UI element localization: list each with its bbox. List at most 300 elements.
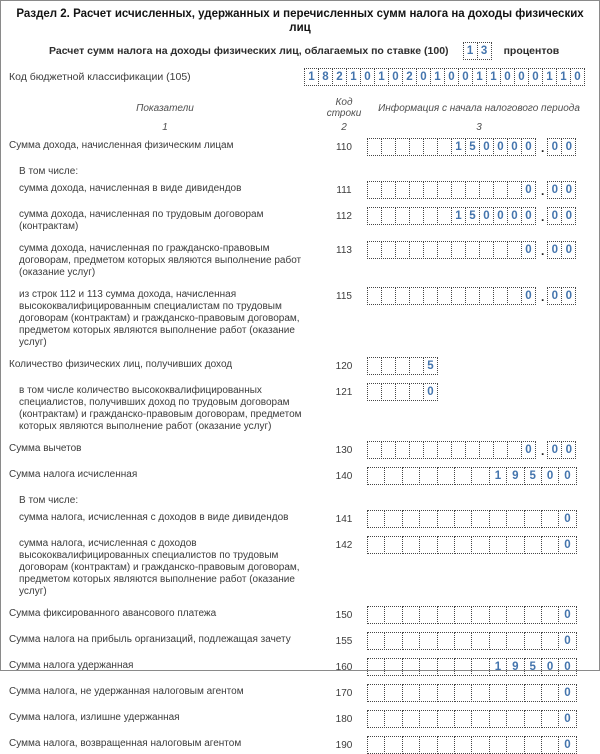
digit-cell bbox=[507, 181, 522, 199]
table-row bbox=[9, 467, 591, 485]
row-code: 142 bbox=[335, 540, 353, 551]
digit-cell bbox=[384, 510, 402, 528]
digit-cell bbox=[395, 207, 410, 225]
digit-box[interactable] bbox=[367, 710, 577, 728]
digit-cell: 0 bbox=[541, 467, 559, 485]
decimal-dot: . bbox=[541, 444, 545, 458]
digit-cell bbox=[489, 510, 507, 528]
digit-cell bbox=[437, 658, 455, 676]
digit-cell bbox=[493, 181, 508, 199]
digit-cell: 1 bbox=[486, 68, 501, 86]
digit-cell: 0 bbox=[558, 467, 576, 485]
digit-cell: 1 bbox=[463, 42, 478, 60]
tax-form-section2 bbox=[1, 1, 599, 754]
subheader-row bbox=[9, 493, 591, 507]
digit-box[interactable] bbox=[547, 287, 576, 305]
row-value bbox=[367, 181, 591, 199]
digit-cell bbox=[423, 441, 438, 459]
column-number-3: 3 bbox=[476, 122, 482, 133]
digit-cell bbox=[409, 241, 424, 259]
row-label: Сумма налога, излишне удержанная bbox=[9, 712, 180, 723]
digit-cell bbox=[437, 710, 455, 728]
digit-cell: 0 bbox=[521, 207, 536, 225]
row-label: сумма налога, исчисленная с доходов высококвалифицированных специалистов по трудовым договорам (контрактам) и гражданско-правовым договорам, предметом которых являются выполнение работ (оказание услуг) bbox=[19, 538, 300, 597]
digit-cell: 0 bbox=[561, 241, 576, 259]
decimal-dot: . bbox=[541, 210, 545, 224]
digit-cell: 0 bbox=[528, 68, 543, 86]
row-label: сумма дохода, начисленная по гражданско-правовым договорам, предметом которых являются выполнение работ (оказание услуг) bbox=[19, 243, 302, 278]
digit-box[interactable] bbox=[547, 441, 576, 459]
digit-cell bbox=[471, 510, 489, 528]
digit-cell: 3 bbox=[477, 42, 492, 60]
digit-cell: 0 bbox=[493, 138, 508, 156]
digit-cell bbox=[381, 357, 396, 375]
digit-cell: 1 bbox=[430, 68, 445, 86]
digit-box[interactable] bbox=[367, 181, 536, 199]
decimal-dot: . bbox=[541, 290, 545, 304]
digit-cell bbox=[395, 241, 410, 259]
digit-cell bbox=[409, 287, 424, 305]
digit-cell: 0 bbox=[493, 207, 508, 225]
digit-box[interactable] bbox=[547, 241, 576, 259]
digit-cell bbox=[506, 736, 524, 754]
digit-box[interactable] bbox=[367, 357, 438, 375]
table-row bbox=[9, 658, 591, 676]
digit-cell bbox=[479, 241, 494, 259]
digit-cell: 0 bbox=[507, 207, 522, 225]
digit-cell bbox=[471, 684, 489, 702]
digit-cell bbox=[541, 632, 559, 650]
digit-cell bbox=[409, 181, 424, 199]
row-code: 111 bbox=[336, 185, 352, 196]
digit-cell bbox=[524, 710, 542, 728]
digit-cell: 0 bbox=[547, 181, 562, 199]
digit-cell: 1 bbox=[542, 68, 557, 86]
rate-value-box[interactable] bbox=[463, 42, 492, 60]
digit-box[interactable] bbox=[367, 207, 536, 225]
digit-cell bbox=[454, 632, 472, 650]
table-row bbox=[9, 710, 591, 728]
digit-cell: 0 bbox=[479, 138, 494, 156]
digit-cell: 0 bbox=[547, 138, 562, 156]
digit-cell bbox=[367, 138, 382, 156]
digit-cell: 2 bbox=[402, 68, 417, 86]
column-numbers bbox=[9, 122, 591, 133]
row-value bbox=[367, 510, 591, 528]
digit-cell bbox=[437, 207, 452, 225]
table-row bbox=[9, 632, 591, 650]
digit-cell bbox=[465, 181, 480, 199]
digit-cell bbox=[419, 632, 437, 650]
digit-cell bbox=[437, 241, 452, 259]
digit-cell bbox=[395, 138, 410, 156]
digit-cell: 0 bbox=[558, 710, 576, 728]
digit-cell bbox=[451, 441, 466, 459]
row-value bbox=[367, 467, 591, 485]
digit-cell: 1 bbox=[489, 658, 507, 676]
row-code: 113 bbox=[336, 245, 352, 256]
digit-cell bbox=[409, 138, 424, 156]
row-code: 130 bbox=[335, 445, 353, 456]
digit-cell bbox=[419, 710, 437, 728]
digit-cell: 0 bbox=[521, 181, 536, 199]
row-code bbox=[321, 493, 367, 497]
digit-cell bbox=[541, 710, 559, 728]
digit-box[interactable] bbox=[547, 138, 576, 156]
digit-box[interactable] bbox=[367, 736, 577, 754]
kbk-line bbox=[9, 68, 591, 86]
digit-cell bbox=[367, 658, 385, 676]
row-label: в том числе количество высококвалифицированных специалистов, получивших доход по трудовым договорам (контрактам) и гражданско-правовым договорам, предметом которых являются выполнение работ (оказание услуг) bbox=[19, 385, 302, 432]
digit-cell: 5 bbox=[465, 138, 480, 156]
digit-cell bbox=[489, 736, 507, 754]
digit-cell: 0 bbox=[541, 658, 559, 676]
digit-cell: 8 bbox=[318, 68, 333, 86]
digit-cell: 0 bbox=[558, 510, 576, 528]
table-row bbox=[9, 287, 591, 349]
table-row bbox=[9, 207, 591, 233]
digit-cell bbox=[395, 441, 410, 459]
row-code: 140 bbox=[335, 471, 353, 482]
digit-cell: 5 bbox=[465, 207, 480, 225]
row-code: 112 bbox=[336, 211, 352, 222]
row-label: Сумма налога, не удержанная налоговым агентом bbox=[9, 686, 244, 697]
row-label: сумма налога, исчисленная с доходов в виде дивидендов bbox=[19, 512, 289, 523]
row-value bbox=[367, 736, 591, 754]
rate-line-label: Расчет сумм налога на доходы физических лиц, облагаемых по ставке (100) bbox=[49, 45, 449, 57]
row-value bbox=[367, 710, 591, 728]
digit-cell bbox=[395, 287, 410, 305]
column-headers bbox=[9, 97, 591, 119]
digit-cell bbox=[493, 241, 508, 259]
digit-cell bbox=[402, 684, 420, 702]
row-label: Сумма дохода, начисленная физическим лицам bbox=[9, 140, 234, 151]
digit-cell bbox=[454, 736, 472, 754]
digit-cell bbox=[402, 536, 420, 554]
digit-cell bbox=[381, 287, 396, 305]
row-value bbox=[367, 357, 591, 375]
digit-box[interactable] bbox=[367, 632, 577, 650]
digit-cell bbox=[471, 632, 489, 650]
row-value bbox=[367, 658, 591, 676]
digit-cell: 0 bbox=[547, 241, 562, 259]
digit-box[interactable] bbox=[367, 536, 577, 554]
digit-cell bbox=[506, 684, 524, 702]
digit-cell bbox=[381, 241, 396, 259]
digit-cell: 5 bbox=[423, 357, 438, 375]
digit-cell bbox=[367, 207, 382, 225]
digit-cell bbox=[367, 357, 382, 375]
digit-cell: 0 bbox=[521, 138, 536, 156]
digit-cell bbox=[409, 207, 424, 225]
table-row bbox=[9, 736, 591, 754]
digit-cell bbox=[454, 606, 472, 624]
row-code: 170 bbox=[335, 688, 353, 699]
digit-cell: 9 bbox=[506, 467, 524, 485]
digit-cell bbox=[395, 383, 410, 401]
digit-cell bbox=[489, 606, 507, 624]
digit-cell bbox=[402, 736, 420, 754]
column-header-indicators: Показатели bbox=[136, 103, 194, 114]
digit-cell bbox=[541, 736, 559, 754]
digit-cell bbox=[437, 287, 452, 305]
digit-cell: 0 bbox=[479, 207, 494, 225]
digit-cell bbox=[423, 207, 438, 225]
digit-box[interactable] bbox=[367, 658, 577, 676]
row-label: сумма дохода, начисленная в виде дивидендов bbox=[19, 183, 242, 194]
digit-cell bbox=[506, 606, 524, 624]
row-value bbox=[367, 383, 591, 401]
column-number-2: 2 bbox=[341, 122, 347, 133]
row-value bbox=[367, 536, 591, 554]
digit-cell: 0 bbox=[561, 181, 576, 199]
row-label: Сумма налога исчисленная bbox=[9, 469, 138, 480]
digit-box[interactable] bbox=[367, 606, 577, 624]
digit-cell bbox=[437, 138, 452, 156]
digit-cell bbox=[524, 632, 542, 650]
digit-cell: 0 bbox=[558, 606, 576, 624]
column-number-1: 1 bbox=[162, 122, 168, 133]
digit-cell: 0 bbox=[444, 68, 459, 86]
digit-cell bbox=[402, 710, 420, 728]
digit-cell: 0 bbox=[416, 68, 431, 86]
digit-cell: 0 bbox=[547, 207, 562, 225]
digit-cell bbox=[493, 441, 508, 459]
digit-box[interactable] bbox=[367, 241, 536, 259]
digit-cell bbox=[479, 181, 494, 199]
digit-cell bbox=[541, 536, 559, 554]
row-code: 180 bbox=[335, 714, 353, 725]
digit-cell: 0 bbox=[561, 287, 576, 305]
digit-cell bbox=[384, 658, 402, 676]
digit-cell bbox=[506, 536, 524, 554]
row-label: В том числе: bbox=[19, 166, 79, 177]
digit-cell bbox=[395, 357, 410, 375]
digit-cell bbox=[451, 241, 466, 259]
digit-cell: 0 bbox=[547, 287, 562, 305]
row-value bbox=[367, 441, 591, 459]
digit-cell bbox=[384, 710, 402, 728]
table-row bbox=[9, 684, 591, 702]
digit-cell bbox=[367, 383, 382, 401]
kbk-value-box[interactable] bbox=[304, 68, 585, 86]
decimal-dot: . bbox=[541, 244, 545, 258]
digit-cell: 0 bbox=[547, 441, 562, 459]
row-code: 110 bbox=[336, 142, 352, 153]
kbk-label: Код бюджетной классификации (105) bbox=[9, 71, 191, 83]
digit-cell bbox=[524, 736, 542, 754]
table-row bbox=[9, 510, 591, 528]
digit-cell bbox=[402, 658, 420, 676]
digit-box[interactable] bbox=[547, 181, 576, 199]
digit-cell: 1 bbox=[489, 467, 507, 485]
digit-cell bbox=[419, 606, 437, 624]
row-label: Сумма налога удержанная bbox=[9, 660, 134, 671]
digit-cell bbox=[437, 606, 455, 624]
table-row bbox=[9, 536, 591, 598]
row-code: 150 bbox=[335, 610, 353, 621]
digit-cell bbox=[367, 736, 385, 754]
digit-cell bbox=[489, 536, 507, 554]
digit-cell bbox=[471, 467, 489, 485]
digit-cell bbox=[384, 467, 402, 485]
digit-cell bbox=[381, 181, 396, 199]
digit-cell bbox=[367, 181, 382, 199]
digit-cell bbox=[489, 632, 507, 650]
digit-box[interactable] bbox=[367, 383, 438, 401]
row-code: 160 bbox=[335, 662, 353, 673]
digit-box[interactable] bbox=[367, 510, 577, 528]
row-label: Сумма фиксированного авансового платежа bbox=[9, 608, 217, 619]
digit-cell bbox=[524, 536, 542, 554]
row-value bbox=[367, 606, 591, 624]
digit-cell bbox=[465, 441, 480, 459]
digit-cell bbox=[419, 684, 437, 702]
table-row bbox=[9, 241, 591, 279]
row-value bbox=[367, 632, 591, 650]
digit-cell bbox=[419, 467, 437, 485]
digit-cell bbox=[367, 684, 385, 702]
digit-cell bbox=[423, 138, 438, 156]
decimal-dot: . bbox=[541, 141, 545, 155]
digit-cell bbox=[437, 684, 455, 702]
column-header-info: Информация с начала налогового периода bbox=[378, 103, 580, 114]
digit-cell bbox=[506, 632, 524, 650]
digit-cell bbox=[541, 510, 559, 528]
digit-cell: 5 bbox=[524, 658, 542, 676]
digit-cell: 0 bbox=[558, 536, 576, 554]
digit-cell: 0 bbox=[514, 68, 529, 86]
digit-cell bbox=[437, 632, 455, 650]
digit-cell bbox=[451, 181, 466, 199]
digit-cell: 0 bbox=[558, 684, 576, 702]
digit-cell: 0 bbox=[423, 383, 438, 401]
digit-cell bbox=[451, 287, 466, 305]
digit-cell bbox=[437, 510, 455, 528]
digit-cell bbox=[454, 658, 472, 676]
digit-box[interactable] bbox=[367, 684, 577, 702]
digit-cell: 0 bbox=[558, 658, 576, 676]
digit-cell bbox=[409, 441, 424, 459]
digit-cell bbox=[384, 606, 402, 624]
digit-cell: 0 bbox=[500, 68, 515, 86]
digit-cell: 0 bbox=[570, 68, 585, 86]
rows-container bbox=[9, 138, 591, 754]
row-code: 141 bbox=[335, 514, 353, 525]
decimal-dot: . bbox=[541, 184, 545, 198]
digit-cell: 0 bbox=[521, 441, 536, 459]
digit-box[interactable] bbox=[367, 467, 577, 485]
digit-cell bbox=[419, 536, 437, 554]
digit-cell bbox=[507, 241, 522, 259]
digit-cell bbox=[367, 510, 385, 528]
row-code bbox=[321, 164, 367, 168]
row-label: Сумма налога на прибыль организаций, подлежащая зачету bbox=[9, 634, 291, 645]
digit-cell: 0 bbox=[561, 138, 576, 156]
digit-cell: 5 bbox=[524, 467, 542, 485]
digit-cell bbox=[367, 632, 385, 650]
digit-cell bbox=[541, 684, 559, 702]
digit-box[interactable] bbox=[367, 138, 536, 156]
rate-suffix-label: процентов bbox=[503, 45, 560, 57]
row-code: 190 bbox=[335, 740, 353, 751]
digit-cell: 9 bbox=[506, 658, 524, 676]
row-label: В том числе: bbox=[19, 495, 79, 506]
digit-cell: 0 bbox=[561, 207, 576, 225]
row-label: Сумма вычетов bbox=[9, 443, 82, 454]
digit-cell: 0 bbox=[521, 287, 536, 305]
row-label: из строк 112 и 113 сумма дохода, начисленная высококвалифицированным специалистам по трудовым договорам (контрактам) и гражданско-правовым договорам, предметом которых являются выполнение работ (оказание услуг) bbox=[19, 289, 300, 348]
digit-cell: 1 bbox=[472, 68, 487, 86]
digit-cell: 0 bbox=[558, 736, 576, 754]
row-value bbox=[367, 287, 591, 305]
digit-box[interactable] bbox=[547, 207, 576, 225]
digit-cell bbox=[419, 658, 437, 676]
digit-cell bbox=[409, 357, 424, 375]
digit-cell bbox=[506, 710, 524, 728]
digit-cell bbox=[381, 138, 396, 156]
digit-cell: 0 bbox=[561, 441, 576, 459]
digit-cell bbox=[367, 606, 385, 624]
digit-cell bbox=[402, 510, 420, 528]
digit-cell bbox=[402, 606, 420, 624]
digit-cell bbox=[367, 287, 382, 305]
digit-cell: 1 bbox=[556, 68, 571, 86]
row-value bbox=[367, 207, 591, 225]
digit-cell bbox=[367, 441, 382, 459]
column-header-line-code: Код строки bbox=[326, 97, 362, 119]
digit-cell bbox=[409, 383, 424, 401]
digit-cell: 1 bbox=[346, 68, 361, 86]
digit-cell bbox=[465, 287, 480, 305]
digit-cell bbox=[384, 632, 402, 650]
digit-cell bbox=[437, 467, 455, 485]
digit-cell bbox=[489, 710, 507, 728]
digit-cell bbox=[524, 606, 542, 624]
digit-cell: 0 bbox=[458, 68, 473, 86]
row-label: Количество физических лиц, получивших доход bbox=[9, 359, 233, 370]
digit-cell bbox=[384, 536, 402, 554]
row-label: Сумма налога, возвращенная налоговым агентом bbox=[9, 738, 242, 749]
row-value bbox=[367, 241, 591, 259]
digit-cell bbox=[465, 241, 480, 259]
digit-cell bbox=[454, 510, 472, 528]
table-row bbox=[9, 606, 591, 624]
table-row bbox=[9, 181, 591, 199]
digit-cell bbox=[471, 658, 489, 676]
digit-cell: 0 bbox=[521, 241, 536, 259]
row-code: 115 bbox=[336, 291, 352, 302]
digit-cell bbox=[381, 207, 396, 225]
digit-cell bbox=[384, 736, 402, 754]
digit-cell: 0 bbox=[558, 632, 576, 650]
digit-cell bbox=[423, 241, 438, 259]
digit-cell bbox=[471, 536, 489, 554]
rate-line bbox=[9, 42, 591, 60]
row-value bbox=[367, 138, 591, 156]
digit-cell bbox=[506, 510, 524, 528]
digit-cell bbox=[402, 632, 420, 650]
digit-box[interactable] bbox=[367, 287, 536, 305]
table-row bbox=[9, 383, 591, 433]
digit-cell: 0 bbox=[507, 138, 522, 156]
digit-cell bbox=[384, 684, 402, 702]
digit-cell bbox=[423, 287, 438, 305]
digit-cell bbox=[419, 510, 437, 528]
digit-cell: 2 bbox=[332, 68, 347, 86]
digit-box[interactable] bbox=[367, 441, 536, 459]
digit-cell bbox=[381, 383, 396, 401]
